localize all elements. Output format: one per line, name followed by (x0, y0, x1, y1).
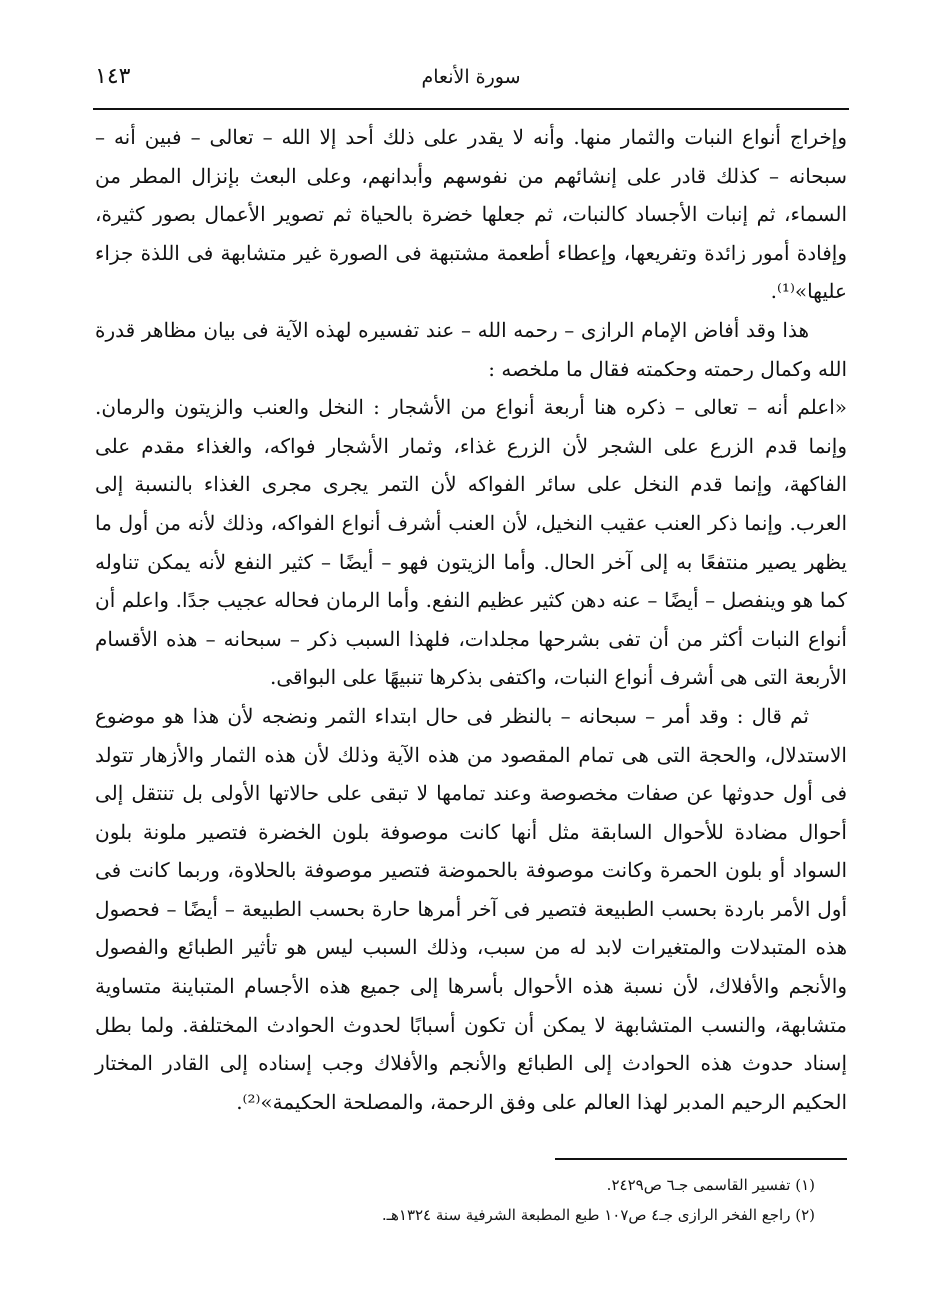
paragraph-continuation: وإخراج أنواع النبات والثمار منها. وأنه لا يقدر على ذلك أحد إلا الله – تعالى – فبين أنه – سبحانه – كذلك قادر على إنشائهم من نفوسهم وأبدانهم، وعلى البعث بإنزال المطر من السماء، ثم إنبات الأجساد كالنبات، ثم جعلها خضرة بالحياة ثم تصوير الأعمال بصور كثيرة، وإفادة أمور زائدة وتفريعها، وإعطاء أطعمة مشتبهة فى الصورة غير متشابهة فى اللذة جزاء عليها»⁽¹⁾. (95, 125, 847, 304)
paragraph-razi-continued: ثم قال : وقد أمر – سبحانه – بالنظر فى حال ابتداء الثمر ونضجه لأن هذا هو موضوع الاستدلال، والحجة التى هى تمام المقصود من هذه الآية وذلك لأن هذه الثمار والأزهار تتولد فى أول حدوثها عن صفات مخصوصة وعند تمامها لا تبقى على حالاتها الأولى بل تنتقل إلى أحوال مضادة للأحوال السابقة مثل أنها كانت موصوفة بلون الخضرة فتصير ملونة بلون السواد أو بلون الحمرة وكانت موصوفة بالحموضة فتصير موصوفة بالحلاوة، وربما كانت فى أول الأمر باردة بحسب الطبيعة فتصير فى آخر أمرها حارة بحسب الطبيعة – أيضًا – فحصول هذه المتبدلات والمتغيرات لابد له من سبب، وذلك السبب ليس هو تأثير الطبائع والفصول والأنجم والأفلاك، لأن نسبة هذه الأحوال بأسرها إلى جميع هذه الأجسام المتباينة متساوية متشابهة، والنسب المتشابهة لا يمكن أن تكون أسبابًا لحدوث الحوادث المختلفة. ولما بطل إسناد حدوث هذه الحوادث إلى الطبائع والأنجم والأفلاك وجب إسناده إلى القادر المختار الحكيم الرحيم المدبر لهذا العالم على وفق الرحمة، والمصلحة الحكيمة»⁽²⁾. (95, 703, 847, 1114)
page-number: ١٤٣ (95, 64, 131, 89)
footnote-2: (٢) راجع الفخر الرازى جـ٤ ص١٠٧ طبع المطبعة الشرفية سنة ١٣٢٤هـ. (381, 1206, 815, 1224)
footnote-1: (١) تفسير القاسمى جـ٦ ص٢٤٢٩. (606, 1176, 815, 1194)
paragraph-razi-quote: «اعلم أنه – تعالى – ذكره هنا أربعة أنواع من الأشجار : النخل والعنب والزيتون والرمان. وإنما قدم الزرع على الشجر لأن الزرع غذاء، وثمار الأشجار فواكه، والغذاء مقدم على الفاكهة، وإنما قدم النخل على سائر الفواكه لأن التمر يجرى مجرى الغذاء بالنسبة إلى العرب. وإنما ذكر العنب عقيب النخيل، لأن العنب أشرف أنواع الفواكه، وذلك لأنه من أول ما يظهر يصير منتفعًا به إلى آخر الحال. وأما الزيتون فهو – أيضًا – كثير النفع لأنه يمكن تناوله كما هو وينفصل – أيضًا – عنه دهن كثير عظيم النفع. وأما الرمان فحاله عجيب جدًا. واعلم أن أنواع النبات أكثر من أن تفى بشرحها مجلدات، فلهذا السبب ذكر – سبحانه – هذه الأقسام الأربعة التى هى أشرف أنواع النبات، واكتفى بذكرها تنبيهًا على البواقى. (95, 395, 847, 690)
footnotes (95, 1170, 815, 1230)
footnote-divider (555, 1158, 847, 1160)
main-text (95, 118, 847, 1121)
page-header (95, 58, 847, 106)
paragraph-razi-intro: هذا وقد أفاض الإمام الرازى – رحمه الله – عند تفسيره لهذه الآية فى بيان مظاهر قدرة الله وكمال رحمته وحكمته فقال ما ملخصه : (95, 317, 847, 381)
surah-title: سورة الأنعام (421, 66, 521, 88)
header-divider (93, 108, 849, 110)
